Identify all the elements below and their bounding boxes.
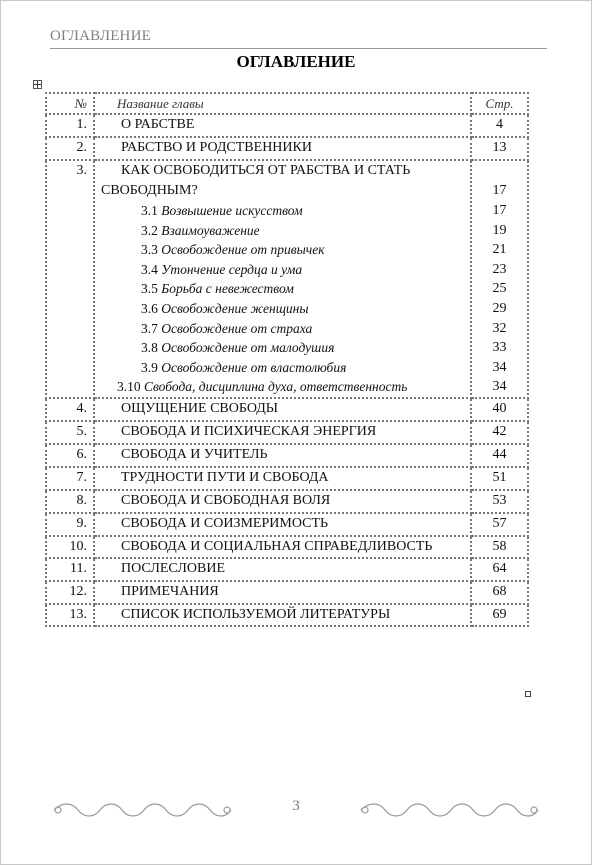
row-title: СВОБОДА И СОЦИАЛЬНАЯ СПРАВЕДЛИВОСТЬ bbox=[94, 536, 471, 558]
toc-table bbox=[45, 92, 529, 627]
subsection-title: Свобода, дисциплина духа, ответственность bbox=[144, 379, 408, 395]
header-title: Название главы bbox=[94, 93, 471, 114]
toc-row bbox=[46, 114, 528, 137]
row-page: 44 bbox=[471, 444, 528, 467]
row-title: О РАБСТВЕ bbox=[94, 114, 471, 137]
subsection-item bbox=[101, 338, 466, 358]
subsection-page: 17 bbox=[492, 203, 507, 218]
row-title: РАБСТВО И РОДСТВЕННИКИ bbox=[94, 137, 471, 160]
subsection-num: 3.10 bbox=[117, 379, 141, 395]
row-page: 53 bbox=[471, 490, 528, 513]
subsection-page: 29 bbox=[492, 300, 507, 316]
subsection-title: Утончение сердца и ума bbox=[161, 261, 303, 277]
subsection-num: 3.5 bbox=[141, 281, 158, 297]
subsection-page: 34 bbox=[492, 359, 507, 375]
toc-row bbox=[46, 604, 528, 626]
subsection-title: Освобождение от привычек bbox=[161, 242, 325, 258]
row-num: 3. bbox=[46, 160, 94, 398]
toc-row bbox=[46, 490, 528, 513]
subsection-page: 25 bbox=[492, 281, 507, 297]
row-page: 40 bbox=[471, 398, 528, 421]
row-num: 6. bbox=[46, 444, 94, 467]
row-num: 9. bbox=[46, 513, 94, 536]
subsection-item bbox=[101, 299, 466, 319]
row-page: 13 bbox=[471, 137, 528, 160]
subsection-item bbox=[101, 358, 466, 378]
subsection-title: Освобождение от малодушия bbox=[161, 340, 335, 356]
toc-row bbox=[46, 421, 528, 444]
subsection-num: 3.3 bbox=[141, 242, 158, 258]
row-page: 17 bbox=[492, 183, 507, 198]
subsection-item bbox=[101, 279, 466, 299]
row-title: СВОБОДА И ПСИХИЧЕСКАЯ ЭНЕРГИЯ bbox=[94, 421, 471, 444]
subsection-page: 33 bbox=[492, 340, 507, 356]
row-num: 8. bbox=[46, 490, 94, 513]
header-rule bbox=[50, 48, 547, 49]
row-title: КАК ОСВОБОДИТЬСЯ ОТ РАБСТВА И СТАТЬ СВОБОДНЫМ? bbox=[101, 163, 411, 198]
subsection-num: 3.7 bbox=[141, 320, 158, 336]
row-num: 10. bbox=[46, 536, 94, 558]
subsection-num: 3.1 bbox=[141, 203, 158, 218]
row-num: 11. bbox=[46, 558, 94, 581]
toc-row bbox=[46, 137, 528, 160]
row-page: 42 bbox=[471, 421, 528, 444]
row-num: 1. bbox=[46, 114, 94, 137]
subsection-num: 3.6 bbox=[141, 300, 158, 316]
subsection-item bbox=[101, 240, 466, 260]
row-page-with-subsections bbox=[471, 160, 528, 398]
subsection-title: Взаимоуважение bbox=[161, 222, 260, 238]
row-page: 64 bbox=[471, 558, 528, 581]
footer-ornament-right-icon bbox=[357, 800, 542, 820]
toc-row bbox=[46, 444, 528, 467]
row-num: 2. bbox=[46, 137, 94, 160]
row-page: 69 bbox=[471, 604, 528, 626]
row-title: СПИСОК ИСПОЛЬЗУЕМОЙ ЛИТЕРАТУРЫ bbox=[94, 604, 471, 626]
row-num: 12. bbox=[46, 581, 94, 604]
row-title: СВОБОДА И УЧИТЕЛЬ bbox=[94, 444, 471, 467]
spacer bbox=[476, 161, 523, 181]
row-page: 68 bbox=[471, 581, 528, 604]
subsection-title: Освобождение от страха bbox=[161, 320, 313, 336]
row-num: 4. bbox=[46, 398, 94, 421]
subsection-title: Возвышение искусством bbox=[161, 203, 303, 218]
row-num: 13. bbox=[46, 604, 94, 626]
row-title: ПРИМЕЧАНИЯ bbox=[94, 581, 471, 604]
subsection-item bbox=[101, 221, 466, 241]
subsection-item bbox=[101, 377, 466, 397]
subsection-title: Освобождение женщины bbox=[161, 300, 309, 316]
toc-header-row bbox=[46, 93, 528, 114]
subsection-num: 3.4 bbox=[141, 261, 158, 277]
running-head: ОГЛАВЛЕНИЕ bbox=[50, 28, 151, 44]
subsection-page: 23 bbox=[492, 261, 507, 277]
subsection-page: 34 bbox=[492, 379, 507, 395]
row-num: 5. bbox=[46, 421, 94, 444]
row-page: 4 bbox=[471, 114, 528, 137]
row-page: 58 bbox=[471, 536, 528, 558]
page-title: ОГЛАВЛЕНИЕ bbox=[236, 52, 356, 71]
header-num: № bbox=[46, 93, 94, 114]
toc-row bbox=[46, 536, 528, 558]
toc-row bbox=[46, 467, 528, 490]
row-title: ОЩУЩЕНИЕ СВОБОДЫ bbox=[94, 398, 471, 421]
table-resize-handle-icon[interactable] bbox=[525, 691, 531, 697]
subsection-num: 3.9 bbox=[141, 359, 158, 375]
subsection-item bbox=[101, 201, 466, 221]
row-title: ТРУДНОСТИ ПУТИ И СВОБОДА bbox=[94, 467, 471, 490]
subsection-pages bbox=[476, 201, 523, 397]
toc-row-chapter-3 bbox=[46, 160, 528, 398]
toc-row bbox=[46, 581, 528, 604]
row-title: СВОБОДА И СОИЗМЕРИМОСТЬ bbox=[94, 513, 471, 536]
toc-row bbox=[46, 558, 528, 581]
subsection-page: 19 bbox=[492, 222, 507, 238]
subsection-item bbox=[101, 260, 466, 280]
subsection-num: 3.2 bbox=[141, 222, 158, 238]
toc-row bbox=[46, 513, 528, 536]
toc-row bbox=[46, 398, 528, 421]
subsection-page: 32 bbox=[492, 320, 507, 336]
row-title-with-subsections bbox=[94, 160, 471, 398]
subsection-page: 21 bbox=[492, 242, 507, 258]
row-title: СВОБОДА И СВОБОДНАЯ ВОЛЯ bbox=[94, 490, 471, 513]
table-move-handle-icon[interactable] bbox=[33, 80, 42, 89]
page-number: 3 bbox=[292, 798, 300, 814]
subsection-list bbox=[101, 201, 466, 397]
row-title: ПОСЛЕСЛОВИЕ bbox=[94, 558, 471, 581]
subsection-num: 3.8 bbox=[141, 340, 158, 356]
subsection-title: Борьба с невежеством bbox=[161, 281, 294, 297]
subsection-item bbox=[101, 319, 466, 339]
row-num: 7. bbox=[46, 467, 94, 490]
row-page: 51 bbox=[471, 467, 528, 490]
row-page: 57 bbox=[471, 513, 528, 536]
subsection-title: Освобождение от властолюбия bbox=[161, 359, 347, 375]
header-page: Стр. bbox=[471, 93, 528, 114]
